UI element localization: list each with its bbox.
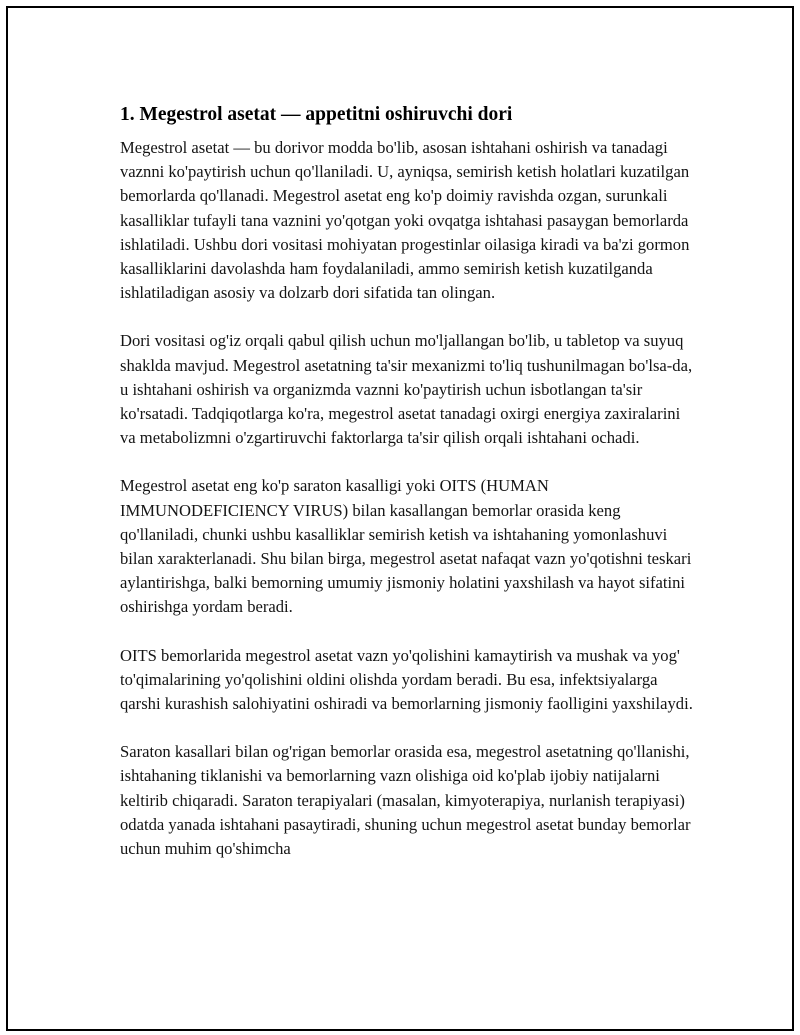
paragraph-2: Dori vositasi og'iz orqali qabul qilish uchun mo'ljallangan bo'lib, u tabletop va suyuq shaklda mavjud. Megestrol asetatning ta'sir mexanizmi to'liq tushunilmagan bo'lsa-da, u ishtahani oshirish va organizmda vaznni ko'paytirish uchun isbotlangan ta'sir ko'rsatadi. Tadqiqotlarga ko'ra, megestrol asetat tanadagi oxirgi energiya zaxiralarini va metabolizmni o'zgartiruvchi faktorlarga ta'sir qilish orqali ishtahani ochadi. (120, 331, 693, 448)
paragraph-3: Megestrol asetat eng ko'p saraton kasalligi yoki OITS (HUMAN IMMUNODEFICIENCY VIRUS) bilan kasallangan bemorlar orasida keng qo'llaniladi, chunki ushbu kasalliklar semirish ketish va ishtahaning yomonlashuvi bilan xarakterlanadi. Shu bilan birga, megestrol asetat nafaqat vazn yo'qotishni teskari aylantirishga, balki bemorning umumiy jismoniy holatini yaxshilash va hayot sifatini oshirishga yordam beradi. (120, 476, 692, 617)
paragraph-4: OITS bemorlarida megestrol asetat vazn yo'qolishini kamaytirish va mushak va yog' to'qimalarining yo'qolishini oldini olishda yordam beradi. Bu esa, infektsiyalarga qarshi kurashish salohiyatini oshiradi va bemorlarning jismoniy faolligini yaxshilaydi. (120, 645, 693, 714)
document-body (120, 100, 695, 885)
section-heading: 1. Megestrol asetat — appetitni oshiruvchi dori (120, 104, 513, 125)
paragraph-1: Megestrol asetat — bu dorivor modda bo'lib, asosan ishtahani oshirish va tanadagi vaznni ko'paytirish uchun qo'llaniladi. U, ayniqsa, semirish ketish holatlari kuzatilgan bemorlarda qo'llanadi. Megestrol asetat eng ko'p doimiy ravishda ozgan, surunkali kasalliklar tufayli tana vaznini yo'qotgan yoki ovqatga ishtahasi pasaygan bemorlarda ishlatiladi. Ushbu dori vositasi mohiyatan progestinlar oilasiga kiradi va ba'zi gormon kasalliklarini davolashda ham foydalaniladi, ammo semirish ketish kuzatilganda ishlatiladigan asosiy va dolzarb dori sifatida tan olingan. (120, 138, 690, 303)
paragraph-5: Saraton kasallari bilan og'rigan bemorlar orasida esa, megestrol asetatning qo'llanishi, ishtahaning tiklanishi va bemorlarning vazn olishiga oid ko'plab ijobiy natijalarni keltirib chiqaradi. Saraton terapiyalari (masalan, kimyoterapiya, nurlanish terapiyasi) odatda yanada ishtahani pasaytiradi, shuning uchun megestrol asetat bunday bemorlar uchun muhim qo'shimcha (120, 742, 691, 859)
page-frame (6, 6, 794, 1031)
